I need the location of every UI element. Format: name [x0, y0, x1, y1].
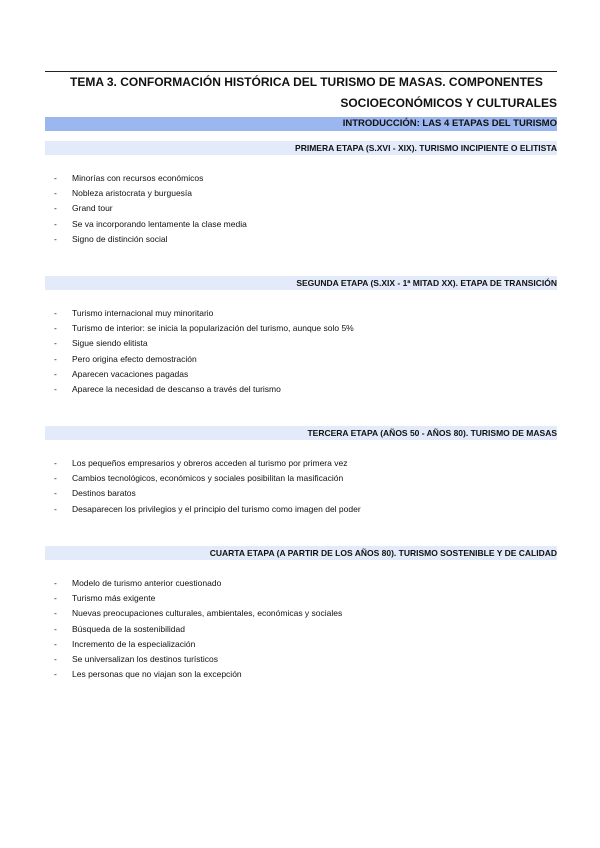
bullet-dash: - — [54, 458, 57, 468]
bullet-dash: - — [54, 173, 57, 183]
list-item: - Pero origina efecto demostración — [54, 352, 554, 367]
list-item: - Desaparecen los privilegios y el principio del turismo como imagen del poder — [54, 502, 554, 517]
list-item: - Nobleza aristocrata y burguesía — [54, 186, 554, 201]
bullet-dash: - — [54, 233, 57, 244]
list-item: - Grand tour — [54, 201, 554, 216]
bullet-dash: - — [54, 503, 57, 514]
bullet-dash: - — [54, 653, 57, 664]
bullet-dash: - — [54, 203, 57, 214]
list-item: - Incremento de la especialización — [54, 637, 554, 652]
stage-4-heading: CUARTA ETAPA (A PARTIR DE LOS AÑOS 80). TURISMO SOSTENIBLE Y DE CALIDAD — [45, 546, 557, 560]
bullet-dash: - — [54, 368, 57, 379]
list-item: - Turismo más exigente — [54, 591, 554, 606]
stage-1-list — [54, 171, 554, 247]
bullet-dash: - — [54, 338, 57, 349]
bullet-dash: - — [54, 323, 57, 334]
bullet-dash: - — [54, 608, 57, 619]
stage-2-heading: SEGUNDA ETAPA (S.XIX - 1ª MITAD XX). ETAPA DE TRANSICIÓN — [45, 276, 557, 290]
bullet-dash: - — [54, 488, 57, 499]
list-item: - Signo de distinción social — [54, 232, 554, 247]
list-item: - Les personas que no viajan son la excepción — [54, 667, 554, 682]
bullet-dash: - — [54, 669, 57, 680]
bullet-dash: - — [54, 473, 57, 484]
title-line-1: TEMA 3. CONFORMACIÓN HISTÓRICA DEL TURISMO DE MASAS. COMPONENTES — [70, 75, 543, 89]
list-item: - Se universalizan los destinos turísticos — [54, 652, 554, 667]
title-line-2: SOCIOECONÓMICOS Y CULTURALES — [340, 96, 557, 110]
stage-3-heading: TERCERA ETAPA (AÑOS 50 - AÑOS 80). TURISMO DE MASAS — [45, 426, 557, 440]
stage-4-list — [54, 576, 554, 682]
bullet-dash: - — [54, 308, 57, 318]
bullet-dash: - — [54, 188, 57, 199]
bullet-dash: - — [54, 353, 57, 364]
list-item: - Destinos baratos — [54, 486, 554, 501]
intro-heading: INTRODUCCIÓN: LAS 4 ETAPAS DEL TURISMO — [45, 117, 557, 131]
bullet-dash: - — [54, 578, 57, 588]
list-item: - Minorías con recursos económicos — [54, 171, 554, 186]
bullet-dash: - — [54, 218, 57, 229]
list-item: - Cambios tecnológicos, económicos y sociales posibilitan la masificación — [54, 471, 554, 486]
bullet-dash: - — [54, 383, 57, 394]
bullet-dash: - — [54, 623, 57, 634]
list-item: - Modelo de turismo anterior cuestionado — [54, 576, 554, 591]
list-item: - Los pequeños empresarios y obreros acceden al turismo por primera vez — [54, 456, 554, 471]
list-item: - Nuevas preocupaciones culturales, ambientales, económicas y sociales — [54, 606, 554, 621]
stage-1-heading: PRIMERA ETAPA (S.XVI - XIX). TURISMO INCIPIENTE O ELITISTA — [45, 141, 557, 155]
list-item: - Aparece la necesidad de descanso a través del turismo — [54, 382, 554, 397]
stage-3-list — [54, 456, 554, 517]
list-item: - Turismo internacional muy minoritario — [54, 306, 554, 321]
list-item: - Turismo de interior: se inicia la popularización del turismo, aunque solo 5% — [54, 321, 554, 336]
list-item: - Se va incorporando lentamente la clase media — [54, 217, 554, 232]
list-item: - Aparecen vacaciones pagadas — [54, 367, 554, 382]
stage-2-list — [54, 306, 554, 397]
bullet-dash: - — [54, 638, 57, 649]
document-title — [45, 71, 557, 114]
bullet-dash: - — [54, 593, 57, 604]
list-item: - Búsqueda de la sostenibilidad — [54, 622, 554, 637]
list-item: - Sigue siendo elitista — [54, 336, 554, 351]
